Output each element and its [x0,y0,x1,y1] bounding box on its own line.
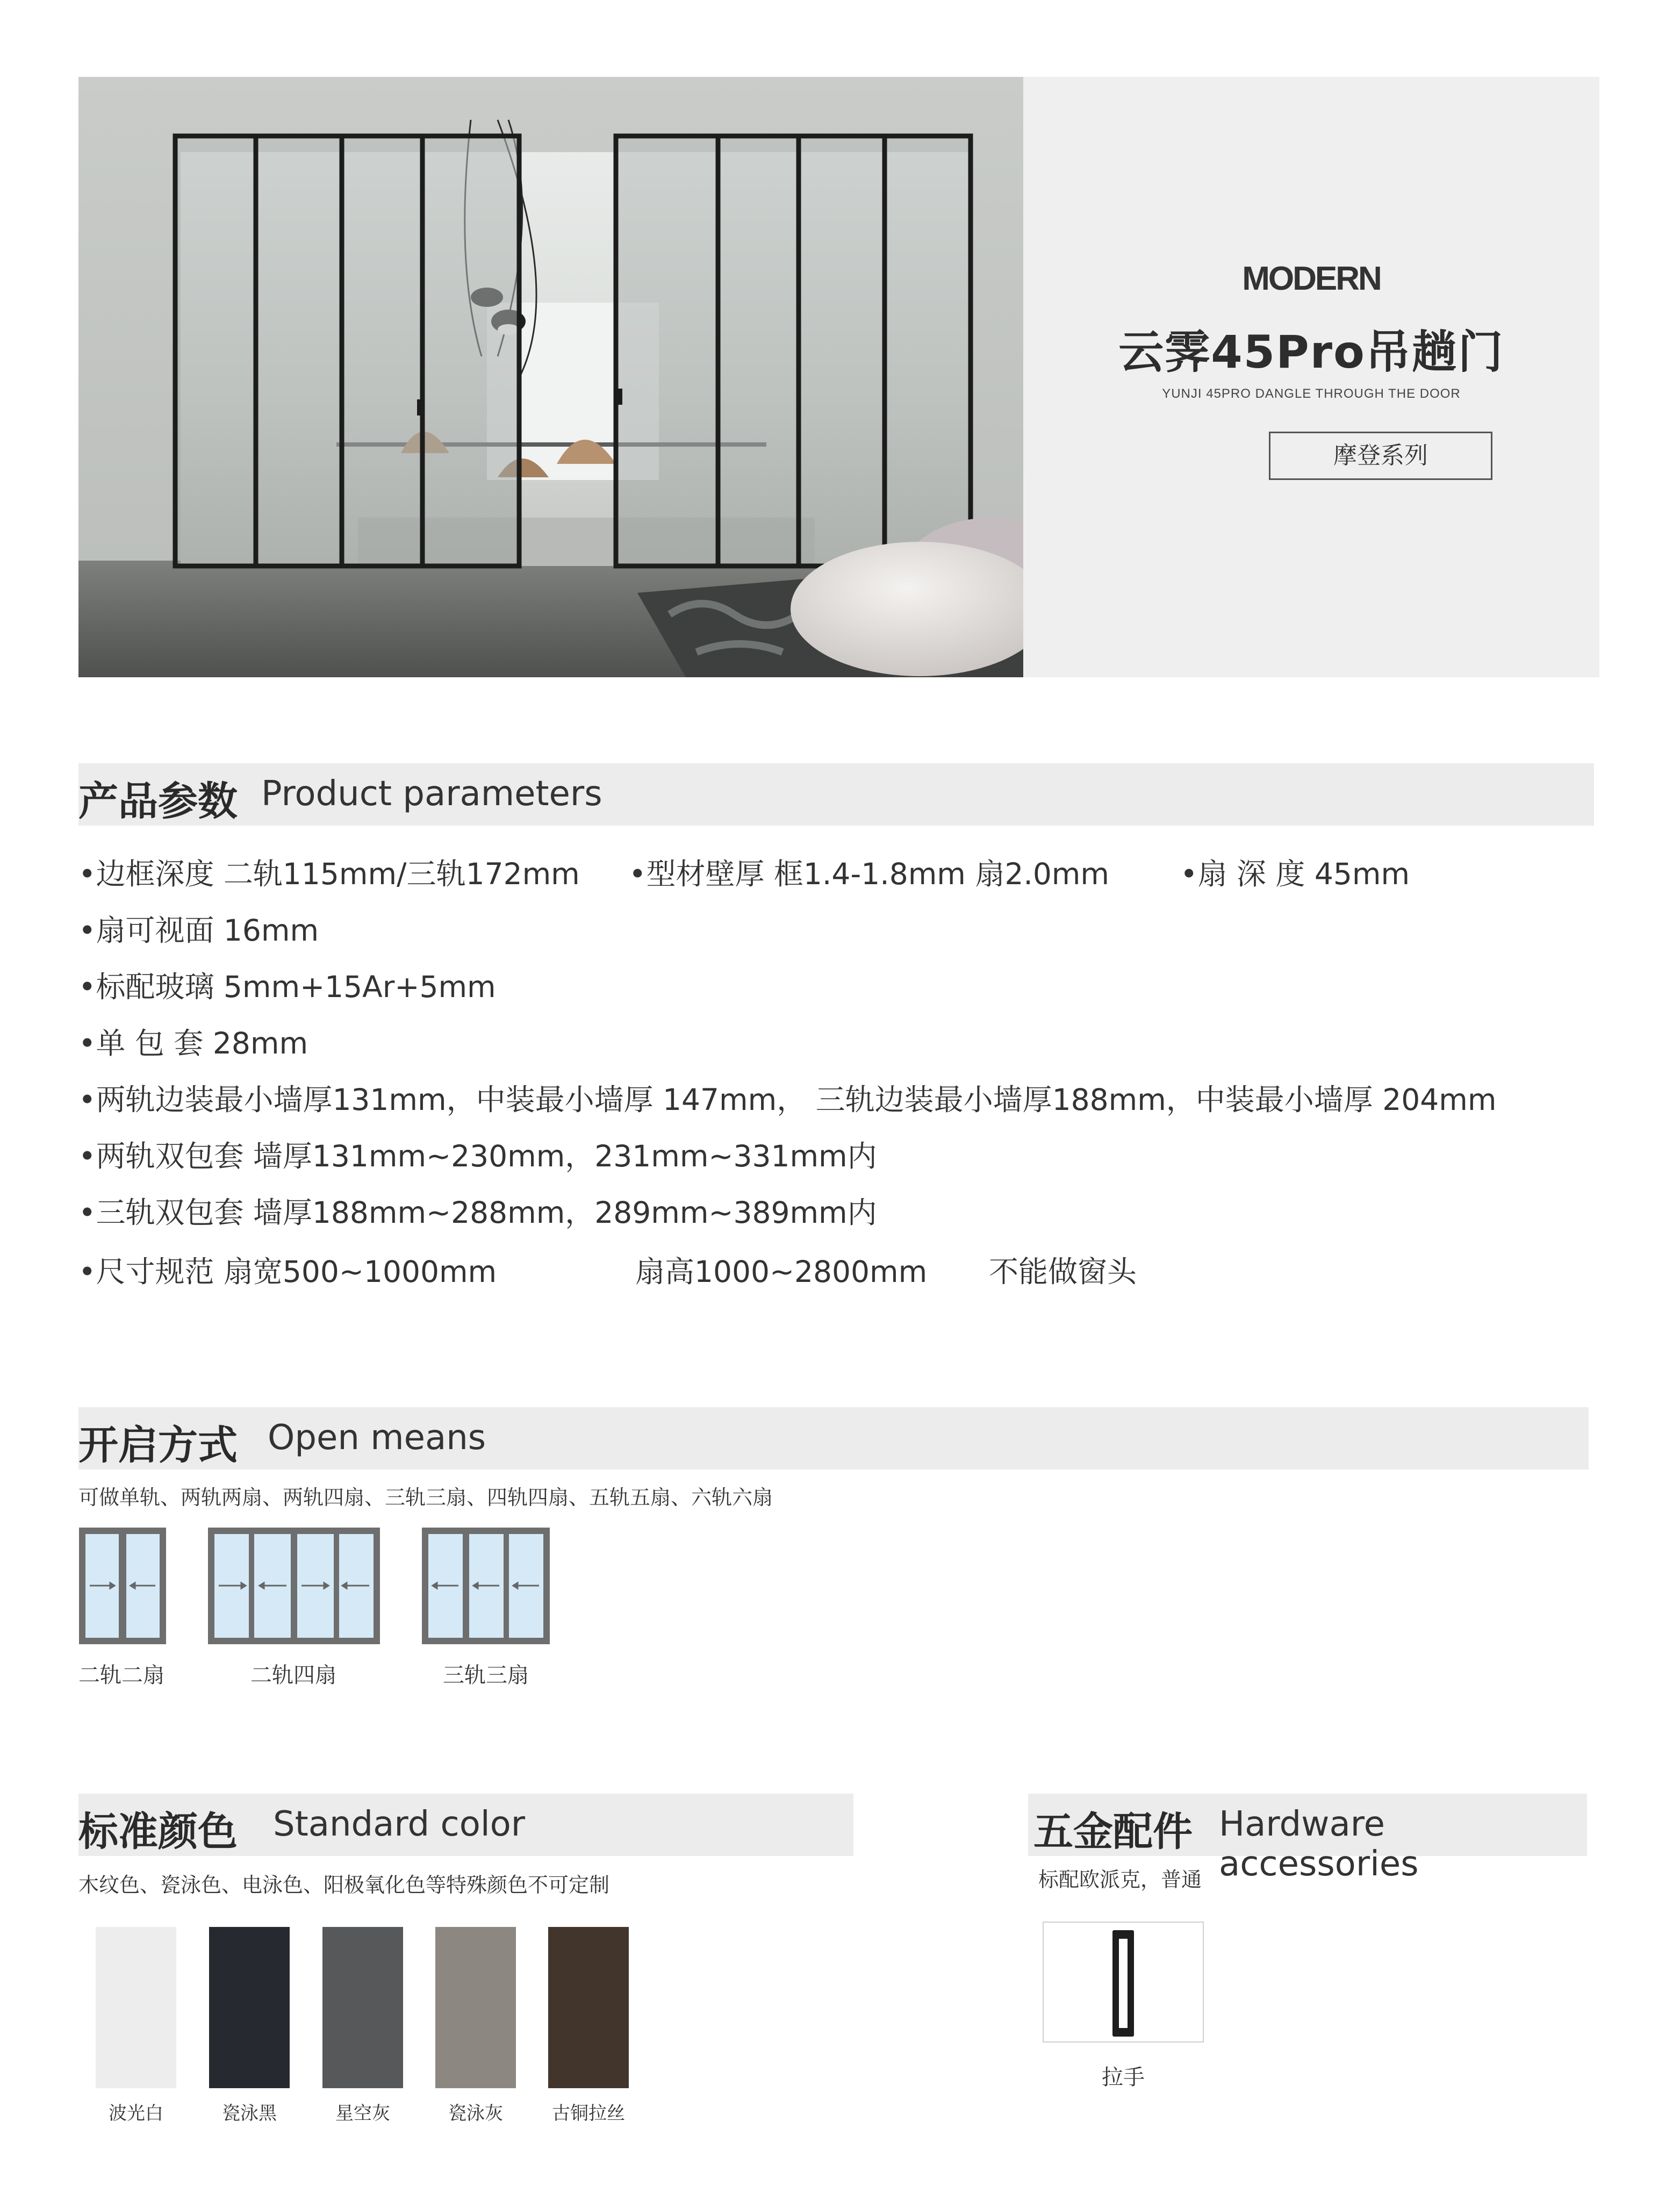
product-title: 云霁45Pro吊趟门 [1118,326,1504,378]
param-wall-thickness: •型材壁厚 框1.4-1.8mm 扇2.0mm [629,857,1109,891]
param-glass: •标配玻璃 5mm+15Ar+5mm [78,970,496,1004]
param-visible-face: •扇可视面 16mm [78,913,319,948]
param-frame-depth: •边框深度 二轨115mm/三轨172mm [78,857,580,891]
hardware-note: 标配欧派克，普通 [1038,1868,1202,1891]
section-title-zh: 五金配件 [1033,1809,1193,1855]
color-swatch [322,1927,403,2088]
section-title-en: Hardware accessories [1219,1804,1419,1884]
color-swatch-label: 星空灰 [335,2103,390,2124]
color-note: 木纹色、瓷泳色、电泳色、阳极氧化色等特殊颜色不可定制 [78,1873,610,1897]
hardware-item-label: 拉手 [1102,2065,1145,2090]
door-type-label: 二轨二扇 [78,1663,164,1688]
handle-image [1043,1922,1204,2042]
param-single-casing: •单 包 套 28mm [78,1026,308,1060]
open-means-note: 可做单轨、两轨两扇、两轨四扇、三轨三扇、四轨四扇、五轨五扇、六轨六扇 [78,1486,773,1509]
color-swatch-label: 瓷泳黑 [222,2103,277,2124]
hero-photo [78,77,1023,677]
param-two-track-casing: •两轨双包套 墙厚131mm~230mm，231mm~331mm内 [78,1139,877,1173]
section-title-zh: 开启方式 [78,1422,238,1468]
color-swatch [209,1927,290,2088]
color-swatch [548,1927,629,2088]
hero-text-panel [1023,77,1599,677]
two-track-two-sash-icon [77,1525,168,1646]
color-swatch-label: 瓷泳灰 [448,2103,503,2124]
param-three-track-casing: •三轨双包套 墙厚188mm~288mm，289mm~389mm内 [78,1195,877,1230]
param-sash-height: 扇高1000~2800mm [635,1255,928,1289]
door-type-label: 三轨三扇 [443,1663,529,1688]
section-heading-color [78,1794,853,1856]
brand-name: MODERN [1242,260,1381,297]
section-heading-open [78,1407,1589,1470]
param-sash-depth: •扇 深 度 45mm [1180,857,1410,891]
door-type-label: 二轨四扇 [250,1663,336,1688]
section-title-en: Standard color [273,1804,526,1844]
param-no-transom: 不能做窗头 [989,1255,1137,1289]
color-swatch [435,1927,516,2088]
section-title-en: Open means [268,1418,486,1458]
color-swatch-label: 古铜拉丝 [552,2103,625,2124]
section-title-zh: 标准颜色 [78,1809,238,1855]
color-swatch [96,1927,176,2088]
product-subtitle: YUNJI 45PRO DANGLE THROUGH THE DOOR [1162,386,1461,401]
series-badge: 摩登系列 [1269,432,1492,480]
two-track-four-sash-icon [206,1525,382,1646]
hero-banner [78,77,1599,677]
section-title-en: Product parameters [261,774,602,814]
section-title-zh: 产品参数 [78,778,238,825]
color-swatch-label: 波光白 [109,2103,163,2124]
three-track-three-sash-icon [420,1525,552,1646]
param-sash-width: •尺寸规范 扇宽500~1000mm [78,1255,497,1289]
door-handle-icon [1044,1923,1203,2041]
section-heading-params [78,763,1594,826]
param-min-wall: •两轨边装最小墙厚131mm，中装最小墙厚 147mm， 三轨边装最小墙厚188mm，中装最小墙厚 204mm [78,1083,1497,1117]
